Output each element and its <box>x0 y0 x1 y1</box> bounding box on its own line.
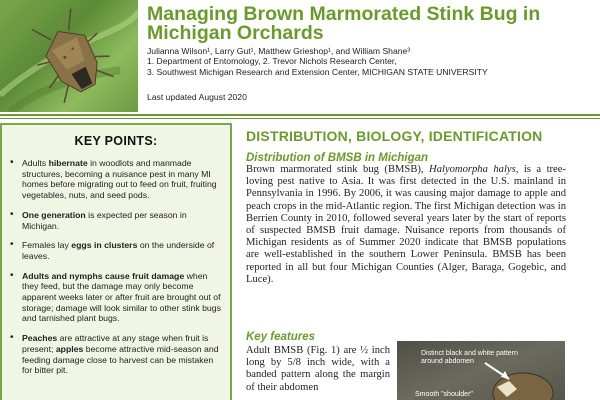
last-updated: Last updated August 2020 <box>147 92 247 102</box>
header-divider <box>0 114 600 116</box>
section-title: DISTRIBUTION, BIOLOGY, IDENTIFICATION <box>246 128 543 144</box>
distribution-paragraph: Brown marmorated stink bug (BMSB), Halyomorpha halys, is a tree-loving pest native to Asia. It was first detected in the U.S. mainland in Pennsylvania in 1996. By 2006, it was causing major damage to apple and peach crops in the mid-Atlantic region. The first Michigan detection was in Berrien County in 2010, followed several years later by the start of reports of suspected BMSB fruit damage. Nuisance reports from thousands of Michigan residents as of Summer 2020 indicate that BMSB populations are well-established in the southern Lower Peninsula. BMSB has been reported in all but four Michigan Counties (Alger, Baraga, Gogebic, and Luce). <box>246 164 566 285</box>
key-point-eggs: • Females lay eggs in clusters on the underside of leaves. <box>8 240 224 261</box>
affiliation-line-2: 3. Southwest Michigan Research and Extension Center, MICHIGAN STATE UNIVERSITY <box>147 66 488 77</box>
distribution-subhead: Distribution of BMSB in Michigan <box>246 152 429 164</box>
key-points-box <box>0 123 232 400</box>
header-divider-thin <box>0 118 600 119</box>
key-features-paragraph: Adult BMSB (Fig. 1) are ½ inch long by 5/8 inch wide, with a banded pattern along the margin of their abdomen <box>246 345 390 393</box>
figure-label-2: Smooth "shoulder" <box>415 391 473 398</box>
page-title: Managing Brown Marmorated Stink Bug in Michigan Orchards <box>147 3 541 44</box>
key-point-hibernate: • Adults hibernate in woodlots and manmade structures, becoming a nuisance pest in many MI homes before migrating out to feed on fruit, fruiting vegetables, nuts, and seed pods. <box>8 158 224 201</box>
key-point-damage: • Adults and nymphs cause fruit damage when they feed, but the damage may only become apparent weeks later or after fruit are brought out of storage; damage will look similar to other stink bugs and tarnished plant bugs. <box>8 271 224 325</box>
authors-line: Julianna Wilson¹, Larry Gut¹, Matthew Grieshop¹, and William Shane³ <box>147 46 411 56</box>
authors-block <box>147 46 597 77</box>
key-points-list <box>8 158 224 376</box>
figure-1-photo <box>397 341 565 400</box>
affiliation-line-1: 1. Department of Entomology, 2. Trevor Nichols Research Center, <box>147 56 397 67</box>
key-point-generation: • One generation is expected per season in Michigan. <box>8 210 224 231</box>
key-features-subhead: Key features <box>246 331 316 343</box>
main-column <box>246 128 566 286</box>
key-point-peaches: • Peaches are attractive at any stage when fruit is present; apples become attractive mid-season and feeding damage close to harvest can be mistaken for bitter pit. <box>8 333 224 376</box>
figure-label-1: Distinct black and white pattern around abdomen <box>421 350 518 365</box>
key-points-heading: KEY POINTS: <box>74 134 158 148</box>
stink-bug-photo <box>0 0 138 112</box>
